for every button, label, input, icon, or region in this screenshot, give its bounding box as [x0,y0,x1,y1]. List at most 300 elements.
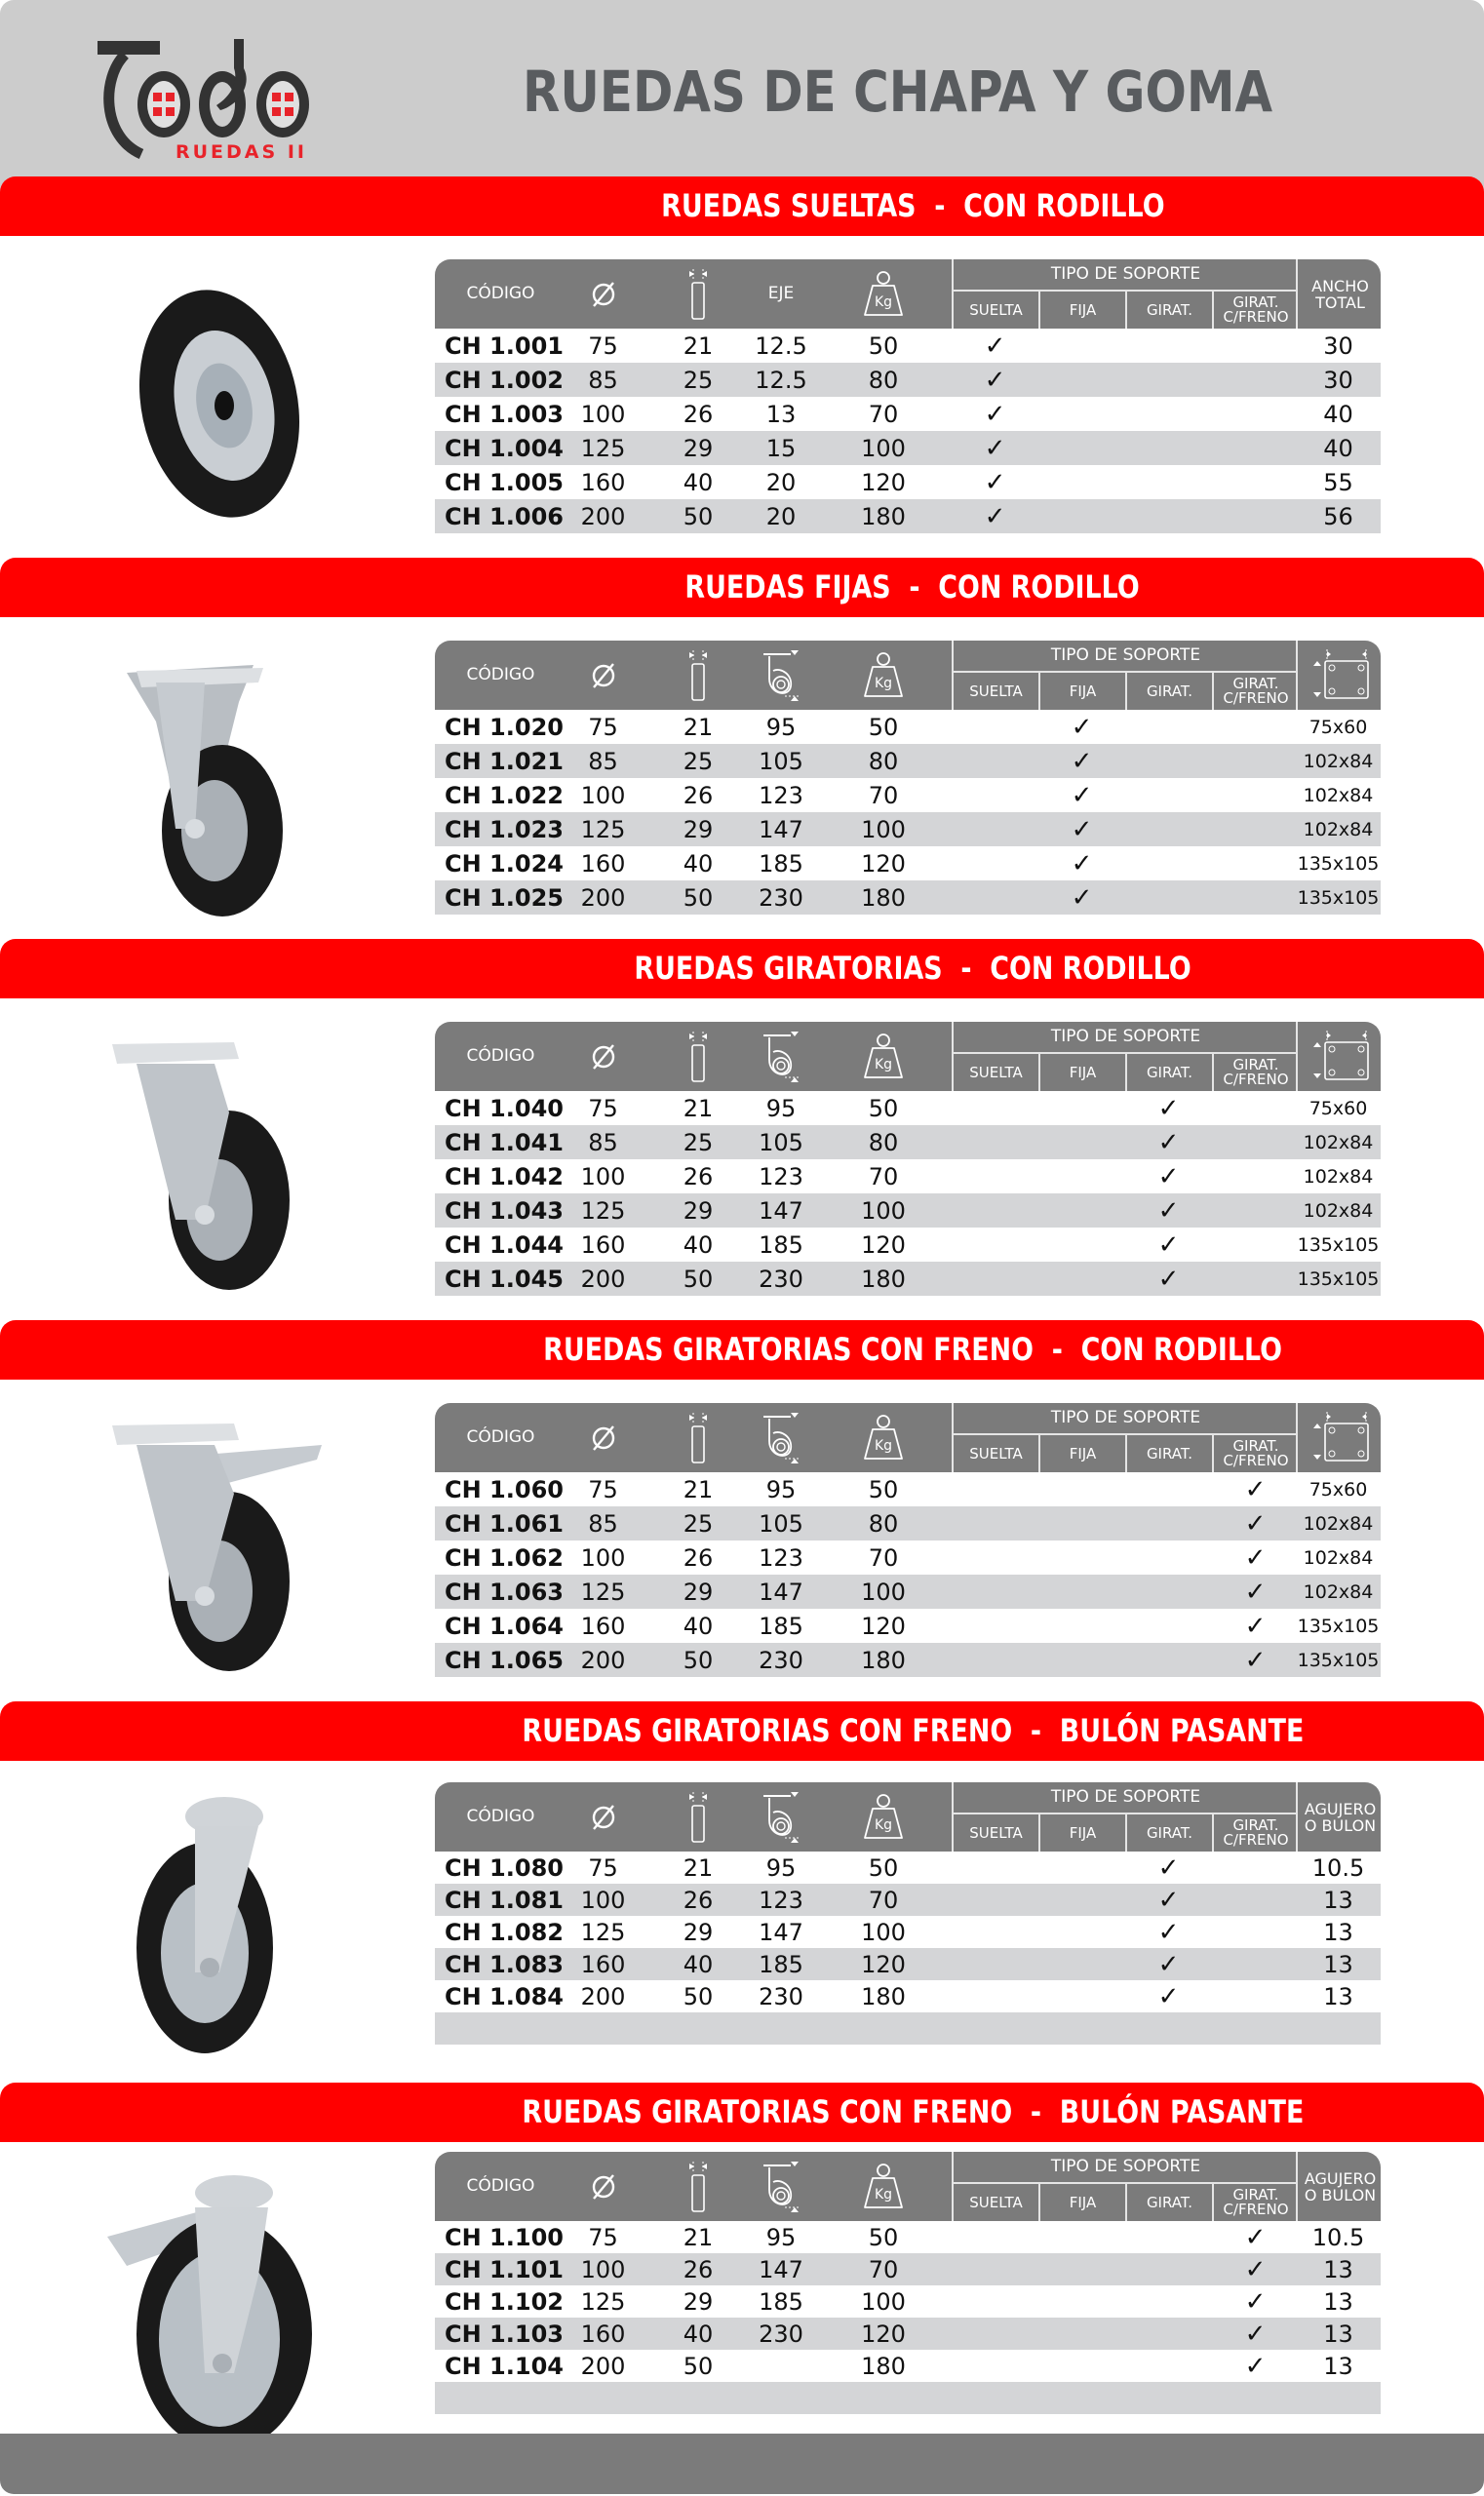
table-row [435,2285,1381,2318]
axle-value: 15 [765,434,797,462]
table-row [435,499,1381,533]
table-row [435,1228,1381,1262]
header-fija: FIJA [1040,292,1127,329]
diameter-value: 160 [580,2320,626,2348]
check-icon: ✓ [984,467,1006,497]
plate-size-value: 135x105 [1297,852,1380,875]
check-icon: ✓ [1157,1229,1180,1260]
section-title: RUEDAS GIRATORIAS CON FRENO - BULÓN PASANTE [522,1712,1304,1749]
product-code: CH 1.043 [445,1196,564,1225]
check-icon: ✓ [1244,2319,1267,2349]
check-icon: ✓ [1157,1093,1180,1123]
header-suelta: SUELTA [954,2184,1040,2221]
width-value: 26 [683,781,714,809]
table-row [435,2221,1381,2253]
height-value: 147 [759,815,803,843]
svg-text:Kg: Kg [874,1437,893,1454]
plate-size-value: 135x105 [1297,886,1380,909]
diameter-value: 160 [580,849,626,878]
diameter-value: 75 [588,1094,618,1122]
height-value: 230 [759,883,803,912]
height-value: 123 [759,1162,803,1190]
load-value: 100 [861,434,906,462]
table-header [435,641,1381,710]
weight-kg-icon [844,1403,922,1472]
diameter-value: 85 [588,366,618,394]
product-section [0,1701,1484,2083]
diameter-value: 160 [580,1612,626,1640]
axle-value: 12.5 [755,366,807,394]
check-icon: ✓ [1244,2286,1267,2317]
header-girat-freno: GIRAT. C/FRENO [1223,1437,1289,1469]
bolt-hole-value: 13 [1323,2255,1353,2283]
table-row [435,1193,1381,1228]
diameter-value: 125 [580,1578,626,1606]
check-icon: ✓ [1157,1852,1180,1883]
load-value: 70 [868,1886,899,1914]
width-value: 26 [683,400,714,428]
product-table [435,1022,1381,1296]
header-tipo-soporte: TIPO DE SOPORTE SUELTA FIJA GIRAT. GIRAT. C/FRENO [952,1403,1298,1472]
height-value: 95 [765,2223,797,2251]
product-code: CH 1.081 [445,1886,564,1914]
header-girat: GIRAT. [1127,1814,1214,1852]
load-value: 50 [868,1094,899,1122]
header-girat-freno: GIRAT. C/FRENO [1223,2186,1289,2218]
width-value: 29 [683,815,714,843]
plate-size-value: 135x105 [1297,1268,1380,1290]
check-icon: ✓ [1157,1161,1180,1191]
section-title: RUEDAS GIRATORIAS CON FRENO - CON RODILLO [543,1331,1282,1368]
plate-size-value: 75x60 [1308,1478,1368,1501]
width-value: 40 [683,2320,714,2348]
load-value: 70 [868,781,899,809]
width-value: 50 [683,883,714,912]
header-codigo: CÓDIGO [466,284,535,303]
load-value: 180 [861,502,906,530]
width-value: 29 [683,434,714,462]
product-code: CH 1.064 [445,1612,564,1640]
table-row [435,744,1381,778]
header-eje: EJE [767,284,795,303]
diameter-value: 200 [580,1265,626,1293]
diameter-value: 125 [580,434,626,462]
table-row [435,812,1381,846]
logo-subtitle: RUEDAS II [176,141,307,160]
width-value: 29 [683,1578,714,1606]
product-code: CH 1.040 [445,1094,564,1122]
load-value: 100 [861,1918,906,1946]
table-row [435,1609,1381,1643]
svg-text:Kg: Kg [874,1816,893,1833]
header-suelta: SUELTA [954,1814,1040,1852]
load-value: 70 [868,400,899,428]
height-value: 123 [759,1886,803,1914]
height-value: 105 [759,1509,803,1538]
width-value: 21 [683,713,714,741]
plate-size-value: 135x105 [1297,1233,1380,1256]
weight-kg-icon [844,259,922,329]
check-icon: ✓ [1244,1645,1267,1675]
width-value: 50 [683,1265,714,1293]
header-codigo: CÓDIGO [466,1807,535,1826]
width-value: 26 [683,1543,714,1572]
table-row [435,363,1381,397]
width-value: 29 [683,1918,714,1946]
height-value: 230 [759,2320,803,2348]
section-title: RUEDAS GIRATORIAS CON FRENO - BULÓN PASANTE [522,2093,1304,2130]
height-value: 230 [759,1265,803,1293]
bolt-hole-value: 10.5 [1311,1853,1365,1882]
header-girat-freno: GIRAT. C/FRENO [1223,675,1289,707]
axle-value: 12.5 [755,332,807,360]
load-value: 50 [868,713,899,741]
table-row [435,1159,1381,1193]
width-value: 25 [683,747,714,775]
product-table [435,641,1381,915]
check-icon: ✓ [984,331,1006,361]
check-icon: ✓ [1244,1508,1267,1539]
table-header [435,1782,1381,1852]
header-codigo: CÓDIGO [466,1427,535,1447]
table-row [435,1472,1381,1506]
load-value: 100 [861,815,906,843]
table-row [435,2012,1381,2045]
check-icon: ✓ [1157,1981,1180,2011]
width-value: 40 [683,468,714,496]
product-section [0,558,1484,939]
diameter-value: 75 [588,1475,618,1503]
load-value: 80 [868,366,899,394]
product-code: CH 1.103 [445,2320,564,2348]
bolt-hole-value: 13 [1323,1982,1353,2010]
table-row [435,846,1381,880]
table-header [435,1022,1381,1091]
load-value: 100 [861,2287,906,2316]
diameter-value: 100 [580,781,626,809]
header-tipo-soporte: TIPO DE SOPORTE SUELTA FIJA GIRAT. GIRAT. C/FRENO [952,259,1298,329]
svg-text:Kg: Kg [874,1056,893,1072]
plate-size-icon [1296,641,1383,710]
load-value: 70 [868,2255,899,2283]
wheel-width-icon [659,2152,737,2221]
diameter-value: 200 [580,502,626,530]
header-agujero: AGUJERO O BULON [1296,2152,1383,2221]
diameter-value: 75 [588,713,618,741]
diameter-icon [566,1022,640,1091]
height-value: 105 [759,1128,803,1156]
diameter-value: 160 [580,1950,626,1978]
check-icon: ✓ [1071,814,1093,844]
header-suelta: SUELTA [954,673,1040,710]
header-girat-freno: GIRAT. C/FRENO [1223,293,1289,326]
product-code: CH 1.084 [445,1982,564,2010]
product-code: CH 1.006 [445,502,564,530]
width-value: 26 [683,2255,714,2283]
plate-size-value: 135x105 [1297,1615,1380,1637]
product-section [0,176,1484,558]
product-code: CH 1.003 [445,400,564,428]
check-icon: ✓ [1157,1195,1180,1226]
product-code: CH 1.042 [445,1162,564,1190]
plate-size-value: 102x84 [1303,1512,1374,1535]
diameter-value: 160 [580,1230,626,1259]
table-row [435,880,1381,915]
check-icon: ✓ [1157,1949,1180,1979]
plate-size-value: 102x84 [1303,1131,1374,1153]
plate-size-value: 102x84 [1303,1546,1374,1569]
table-row [435,2253,1381,2285]
height-value: 105 [759,747,803,775]
load-value: 120 [861,468,906,496]
product-code: CH 1.100 [445,2223,564,2251]
svg-text:Kg: Kg [874,675,893,691]
load-value: 120 [861,1612,906,1640]
product-code: CH 1.045 [445,1265,564,1293]
product-code: CH 1.020 [445,713,564,741]
caster-height-icon [742,641,820,710]
diameter-icon [566,1782,640,1852]
height-value: 95 [765,1094,797,1122]
plate-size-value: 102x84 [1303,1199,1374,1222]
product-code: CH 1.024 [445,849,564,878]
axle-value: 20 [765,502,797,530]
section-title: RUEDAS SUELTAS - CON RODILLO [660,187,1165,224]
total-width-value: 30 [1323,366,1353,394]
product-table [435,2152,1381,2414]
width-value: 25 [683,1128,714,1156]
product-code: CH 1.062 [445,1543,564,1572]
load-value: 50 [868,1853,899,1882]
plate-size-value: 75x60 [1308,716,1368,738]
width-value: 21 [683,2223,714,2251]
height-value: 147 [759,2255,803,2283]
height-value: 185 [759,849,803,878]
height-value: 185 [759,2287,803,2316]
caster-height-icon [742,1403,820,1472]
height-value: 95 [765,1475,797,1503]
width-value: 40 [683,1230,714,1259]
bolt-hole-value: 10.5 [1311,2223,1365,2251]
bolt-hole-value: 13 [1323,1950,1353,1978]
table-row [435,2318,1381,2350]
check-icon: ✓ [1244,2222,1267,2252]
height-value: 123 [759,781,803,809]
diameter-value: 125 [580,815,626,843]
check-icon: ✓ [1157,1127,1180,1157]
diameter-value: 75 [588,332,618,360]
header-suelta: SUELTA [954,1435,1040,1472]
wheel-width-icon [659,1403,737,1472]
table-header [435,1403,1381,1472]
axle-value: 13 [765,400,797,428]
check-icon: ✓ [1244,1542,1267,1573]
load-value: 50 [868,332,899,360]
product-code: CH 1.060 [445,1475,564,1503]
weight-kg-icon [844,641,922,710]
table-row [435,778,1381,812]
diameter-value: 100 [580,1886,626,1914]
section-title: RUEDAS GIRATORIAS - CON RODILLO [634,950,1191,987]
diameter-value: 160 [580,468,626,496]
wheel-width-icon [659,259,737,329]
total-width-value: 55 [1323,468,1353,496]
header-fija: FIJA [1040,2184,1127,2221]
load-value: 180 [861,2352,906,2380]
check-icon: ✓ [1244,1611,1267,1641]
header-girat: GIRAT. [1127,673,1214,710]
load-value: 120 [861,849,906,878]
height-value: 123 [759,1543,803,1572]
plate-size-icon [1296,1022,1383,1091]
check-icon: ✓ [1157,1885,1180,1915]
table-row [435,329,1381,363]
caster-height-icon [742,1022,820,1091]
table-row [435,1948,1381,1980]
height-value: 185 [759,1612,803,1640]
diameter-value: 200 [580,883,626,912]
table-header [435,259,1381,329]
product-section [0,2083,1484,2464]
total-width-value: 56 [1323,502,1353,530]
wheel-width-icon [659,641,737,710]
table-row [435,710,1381,744]
product-section [0,939,1484,1320]
load-value: 100 [861,1196,906,1225]
swivel-caster-image [98,1025,351,1307]
svg-text:Kg: Kg [874,293,893,310]
product-code: CH 1.004 [445,434,564,462]
width-value: 50 [683,502,714,530]
diameter-value: 85 [588,1128,618,1156]
check-icon: ✓ [1244,1474,1267,1504]
plate-size-value: 135x105 [1297,1649,1380,1671]
fixed-caster-image [98,644,351,926]
width-value: 21 [683,1853,714,1882]
wheel-width-icon [659,1022,737,1091]
table-row [435,2350,1381,2382]
diameter-value: 200 [580,2352,626,2380]
wheel-width-icon [659,1782,737,1852]
header-suelta: SUELTA [954,1054,1040,1091]
header-girat-freno: GIRAT. C/FRENO [1223,1056,1289,1088]
height-value: 147 [759,1196,803,1225]
diameter-icon [566,259,640,329]
height-value: 185 [759,1230,803,1259]
product-code: CH 1.002 [445,366,564,394]
header-girat: GIRAT. [1127,1054,1214,1091]
table-row [435,1852,1381,1884]
check-icon: ✓ [1157,1264,1180,1294]
table-row [435,1575,1381,1609]
check-icon: ✓ [984,501,1006,531]
bolt-hole-value: 13 [1323,1918,1353,1946]
width-value: 25 [683,1509,714,1538]
plate-size-value: 102x84 [1303,784,1374,806]
check-icon: ✓ [1244,1577,1267,1607]
table-row [435,2382,1381,2414]
total-width-value: 40 [1323,400,1353,428]
diameter-value: 125 [580,1918,626,1946]
load-value: 180 [861,1646,906,1674]
plate-size-icon [1296,1403,1383,1472]
diameter-icon [566,2152,640,2221]
check-icon: ✓ [1071,882,1093,913]
check-icon: ✓ [1244,2254,1267,2284]
load-value: 70 [868,1162,899,1190]
header-codigo: CÓDIGO [466,665,535,684]
bolt-hole-value: 13 [1323,2320,1353,2348]
caster-height-icon [742,2152,820,2221]
bolt-hole-caster-image [98,1787,351,2070]
diameter-value: 200 [580,1982,626,2010]
bolt-hole-value: 13 [1323,1886,1353,1914]
product-table [435,1782,1381,2045]
load-value: 180 [861,883,906,912]
table-row [435,397,1381,431]
height-value: 95 [765,713,797,741]
load-value: 80 [868,747,899,775]
header-tipo-soporte: TIPO DE SOPORTE SUELTA FIJA GIRAT. GIRAT. C/FRENO [952,641,1298,710]
bolt-hole-value: 13 [1323,2287,1353,2316]
header-fija: FIJA [1040,1435,1127,1472]
width-value: 50 [683,1646,714,1674]
width-value: 40 [683,1950,714,1978]
table-row [435,1540,1381,1575]
height-value: 185 [759,1950,803,1978]
table-row [435,431,1381,465]
load-value: 100 [861,1578,906,1606]
header-suelta: SUELTA [954,292,1040,329]
table-row [435,1916,1381,1948]
check-icon: ✓ [1157,1917,1180,1947]
product-code: CH 1.102 [445,2287,564,2316]
diameter-value: 85 [588,1509,618,1538]
load-value: 80 [868,1128,899,1156]
width-value: 26 [683,1162,714,1190]
table-row [435,1980,1381,2012]
product-code: CH 1.001 [445,332,564,360]
plate-size-value: 102x84 [1303,818,1374,840]
width-value: 29 [683,2287,714,2316]
header-girat: GIRAT. [1127,2184,1214,2221]
width-value: 21 [683,1475,714,1503]
table-row [435,1884,1381,1916]
diameter-value: 100 [580,400,626,428]
product-code: CH 1.080 [445,1853,564,1882]
product-section [0,1320,1484,1701]
width-value: 21 [683,1094,714,1122]
load-value: 180 [861,1265,906,1293]
load-value: 120 [861,2320,906,2348]
header-codigo: CÓDIGO [466,1046,535,1066]
product-code: CH 1.104 [445,2352,564,2380]
header-fija: FIJA [1040,673,1127,710]
product-table [435,259,1381,533]
header-girat: GIRAT. [1127,1435,1214,1472]
plate-size-value: 102x84 [1303,750,1374,772]
load-value: 70 [868,1543,899,1572]
table-row [435,465,1381,499]
plate-size-value: 75x60 [1308,1097,1368,1119]
loose-wheel-image [98,262,351,545]
product-code: CH 1.063 [445,1578,564,1606]
width-value: 50 [683,2352,714,2380]
product-code: CH 1.022 [445,781,564,809]
product-code: CH 1.023 [445,815,564,843]
weight-kg-icon [844,1782,922,1852]
diameter-value: 75 [588,1853,618,1882]
